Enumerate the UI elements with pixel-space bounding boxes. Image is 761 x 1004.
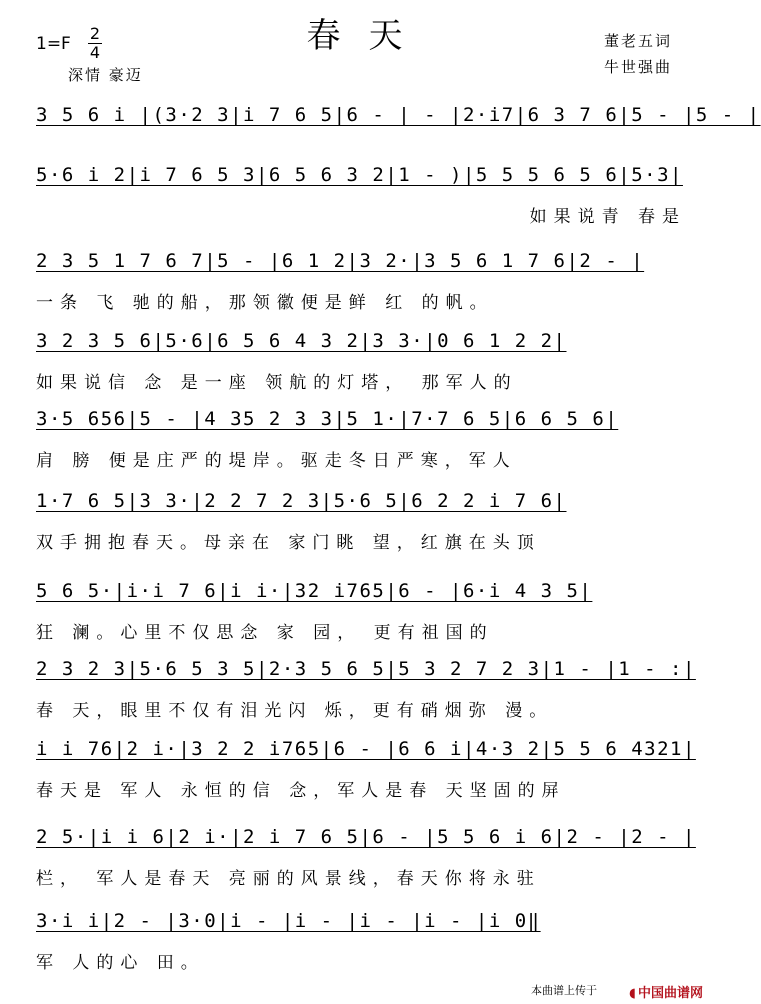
page-title: 春天 xyxy=(306,16,431,56)
score-notes-row-11: 3·i i|2 - |3·0|i - |i - |i - |i - |i 0‖ xyxy=(36,910,541,932)
score-lyrics-row-5: 肩 膀 便是庄严的堤岸。驱走冬日严寒，军人 xyxy=(36,451,517,471)
score-lyrics-row-6: 双手拥抱春天。母亲在 家门眺 望，红旗在头顶 xyxy=(36,533,541,553)
score-lyrics-row-11: 军 人的心 田。 xyxy=(36,953,205,973)
tempo-mood: 深情 豪迈 xyxy=(68,66,143,84)
composer-credit: 牛世强曲 xyxy=(604,58,673,76)
score-notes-row-3: 2 3 5 1 7 6 7|5 - |6 1 2|3 2·|3 5 6 1 7 6|2 - | xyxy=(36,250,645,272)
time-signature xyxy=(88,26,102,61)
score-lyrics-row-3: 一条 飞 驰的船，那领徽便是鲜 红 的帆。 xyxy=(36,293,494,313)
site-name: 中国曲谱网 xyxy=(637,986,703,1001)
time-signature-numerator: 2 xyxy=(89,24,101,43)
score-lyrics-row-10: 栏， 军人是春天 亮丽的风景线，春天你将永驻 xyxy=(36,869,541,889)
lyricist-credit: 董老五词 xyxy=(604,32,673,50)
site-logo[interactable] xyxy=(629,982,703,1001)
score-notes-row-9: i i 76|2 i·|3 2 2 i765|6 - |6 6 i|4·3 2|5 5 6 4321| xyxy=(36,738,696,760)
score-lyrics-row-7: 狂 澜。心里不仅思念 家 园， 更有祖国的 xyxy=(36,623,494,643)
score-notes-row-10: 2 5·|i i 6|2 i·|2 i 7 6 5|6 - |5 5 6 i 6|2 - |2 - | xyxy=(36,826,696,848)
score-lyrics-row-4: 如果说信 念 是一座 领航的灯塔， 那军人的 xyxy=(36,373,518,393)
score-notes-row-2: 5·6 i 2|i 7 6 5 3|6 5 6 3 2|1 - )|5 5 5 6 5 6|5·3| xyxy=(36,164,683,186)
key-signature: 1=F xyxy=(36,34,71,54)
score-notes-row-7: 5 6 5·|i·i 7 6|i i·|32 i765|6 - |6·i 4 3 5| xyxy=(36,580,593,602)
score-notes-row-1: 3 5 6 i |(3·2 3|i 7 6 5|6 - | - |2·i7|6 3 7 6|5 - |5 - | xyxy=(36,104,761,126)
score-notes-row-8: 2 3 2 3|5·6 5 3 5|2·3 5 6 5|5 3 2 7 2 3|1 - |1 - :| xyxy=(36,658,696,680)
footer-upload-text: 本曲谱上传于 xyxy=(531,984,597,997)
score-notes-row-4: 3 2 3 5 6|5·6|6 5 6 4 3 2|3 3·|0 6 1 2 2| xyxy=(36,330,567,352)
time-signature-denominator: 4 xyxy=(89,43,101,62)
score-lyrics-row-2: 如果说青 春是 xyxy=(529,207,686,227)
score-notes-row-6: 1·7 6 5|3 3·|2 2 7 2 3|5·6 5|6 2 2 i 7 6| xyxy=(36,490,567,512)
score-lyrics-row-9: 春天是 军人 永恒的信 念，军人是春 天坚固的屏 xyxy=(36,781,566,801)
score-notes-row-5: 3·5 656|5 - |4 35 2 3 3|5 1·|7·7 6 5|6 6 5 6| xyxy=(36,408,619,430)
site-logo-icon: ◖ xyxy=(629,986,636,1001)
score-lyrics-row-8: 春 天，眼里不仅有泪光闪 烁，更有硝烟弥 漫。 xyxy=(36,701,554,721)
